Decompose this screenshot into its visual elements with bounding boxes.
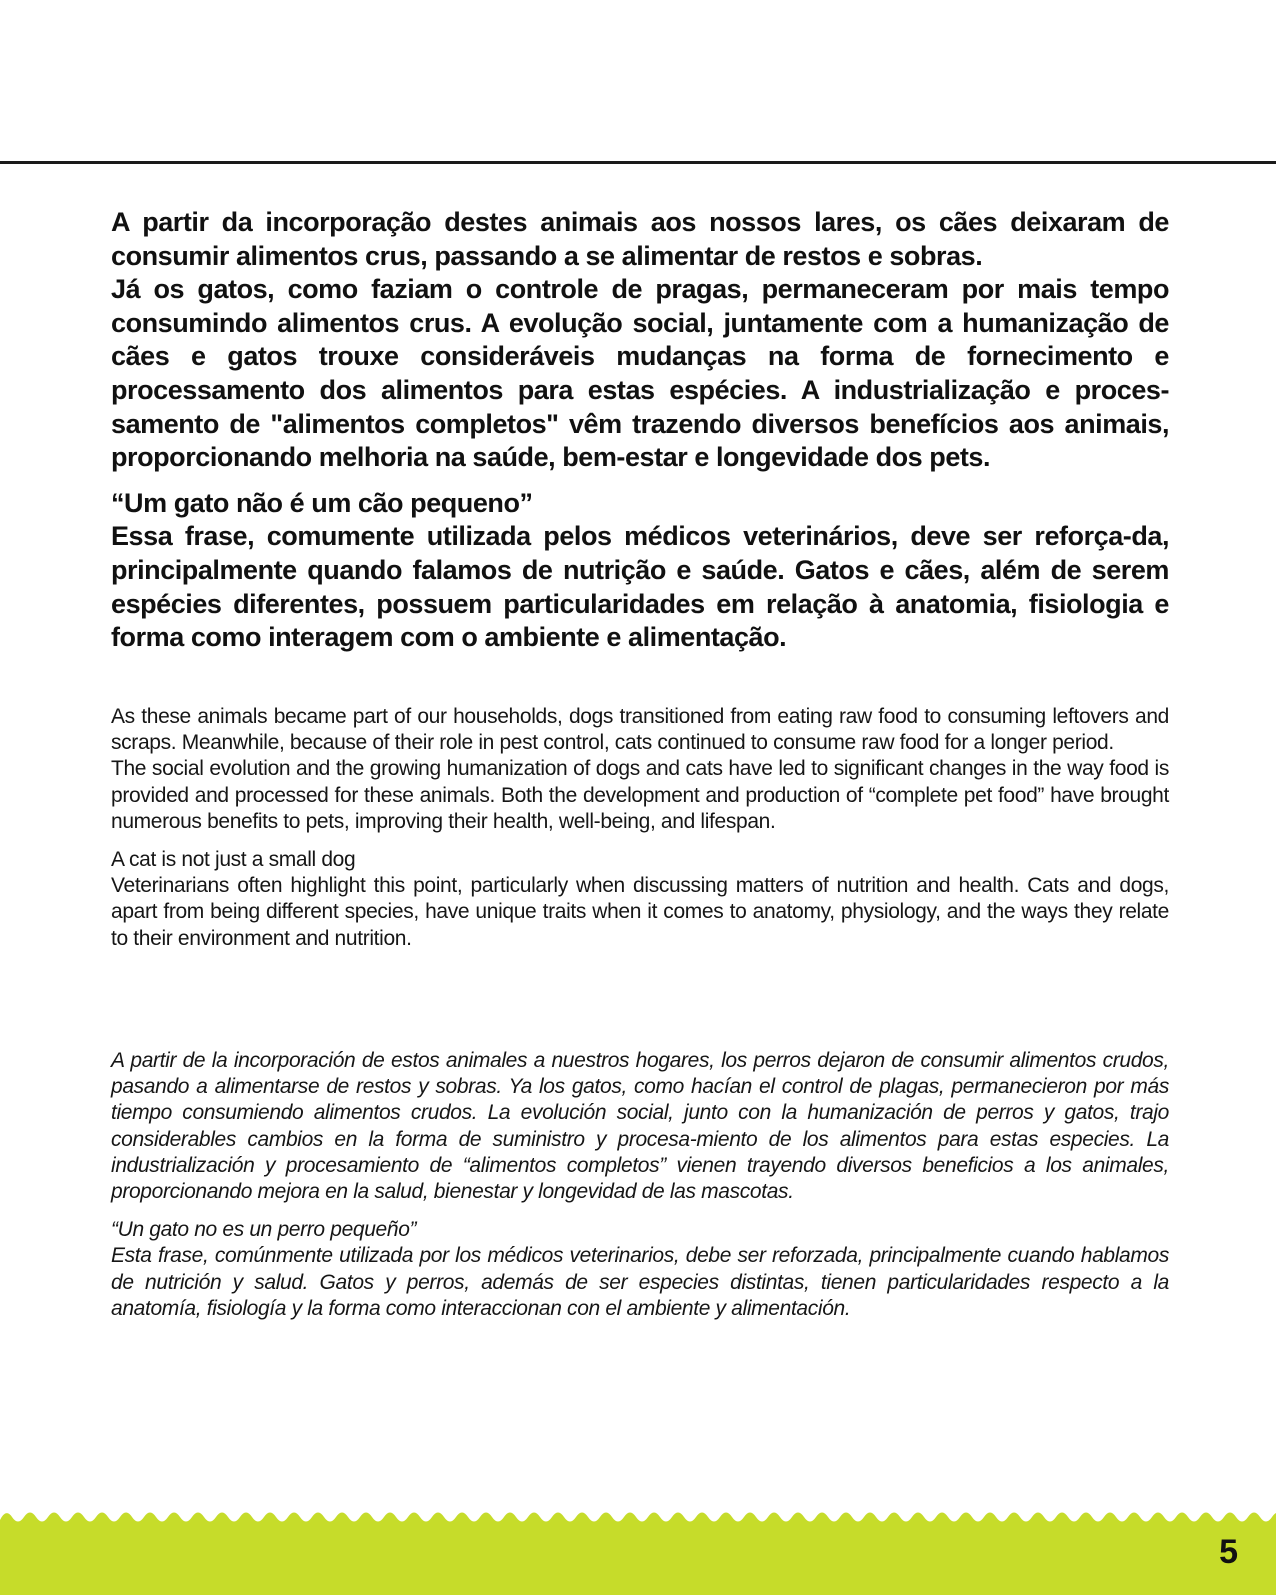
portuguese-text-section bbox=[111, 206, 1169, 655]
english-paragraph-1: As these animals became part of our households, dogs transitioned from eating raw food to consuming leftovers and scraps. Meanwhile, because of their role in pest control, cats continued to consume raw food for a longer period. bbox=[111, 705, 1169, 755]
page-number: 5 bbox=[1219, 1533, 1238, 1571]
footer-wave-band bbox=[0, 1500, 1276, 1595]
english-heading: A cat is not just a small dog bbox=[111, 848, 356, 872]
english-text-section bbox=[111, 704, 1169, 952]
top-divider-line bbox=[0, 161, 1276, 164]
portuguese-paragraph-3: Essa frase, comumente utilizada pelos médicos veterinários, deve ser reforça-da, principalmente quando falamos de nutrição e saúde. Gatos e cães, além de serem espécies diferentes, possuem particularidades em relação à anatomia, fisiologia e forma como interagem com o ambiente e alimentação. bbox=[111, 521, 1169, 653]
spanish-paragraph-1: A partir de la incorporación de estos animales a nuestros hogares, los perros dejaron de consumir alimentos crudos, pasando a alimentarse de restos y sobras. Ya los gatos, como hacían el control de plagas, permanecieron por más tiempo consumiendo alimentos crudos. La evolución social, junto con la humanización de perros y gatos, trajo considerables cambios en la forma de suministro y procesa-miento de los alimentos para estas especies. La industrialización y procesamiento de “alimentos completos” vienen trayendo diversos beneficios a los animales, proporcionando mejora en la salud, bienestar y longevidad de las mascotas. bbox=[111, 1049, 1169, 1204]
wavy-band-shape bbox=[0, 1500, 1276, 1595]
portuguese-paragraph-2: Já os gatos, como faziam o controle de pragas, permaneceram por mais tempo consumindo alimentos crus. A evolução social, juntamente com a humanização de cães e gatos trouxe consideráveis mudanças na forma de fornecimento e processamento dos alimentos para estas espécies. A industrialização e proces-samento de "alimentos completos" vêm trazendo diversos benefícios aos animais, proporcionando melhoria na saúde, bem-estar e longevidade dos pets. bbox=[111, 274, 1169, 473]
spanish-paragraph-2: Esta frase, comúnmente utilizada por los médicos veterinarios, debe ser reforzada, principalmente cuando hablamos de nutrición y salud. Gatos y perros, además de ser especies distintas, tienen particularidades respecto a la anatomía, fisiología y la forma como interaccionan con el ambiente y alimentación. bbox=[111, 1244, 1169, 1320]
english-paragraph-3: Veterinarians often highlight this point, particularly when discussing matters of nutrition and health. Cats and dogs, apart from being different species, have unique traits when it comes to anatomy, physiology, and the ways they relate to their environment and nutrition. bbox=[111, 874, 1169, 950]
spanish-heading: “Un gato no es un perro pequeño” bbox=[111, 1218, 417, 1242]
english-paragraph-2: The social evolution and the growing humanization of dogs and cats have led to significant changes in the way food is provided and processed for these animals. Both the development and production of “complete pet food” have brought numerous benefits to pets, improving their health, well-being, and lifespan. bbox=[111, 757, 1169, 833]
portuguese-paragraph-1: A partir da incorporação destes animais aos nossos lares, os cães deixaram de consumir alimentos crus, passando a se alimentar de restos e sobras. bbox=[111, 207, 1169, 271]
spanish-text-section bbox=[111, 1048, 1169, 1322]
portuguese-heading: “Um gato não é um cão pequeno” bbox=[111, 487, 533, 518]
